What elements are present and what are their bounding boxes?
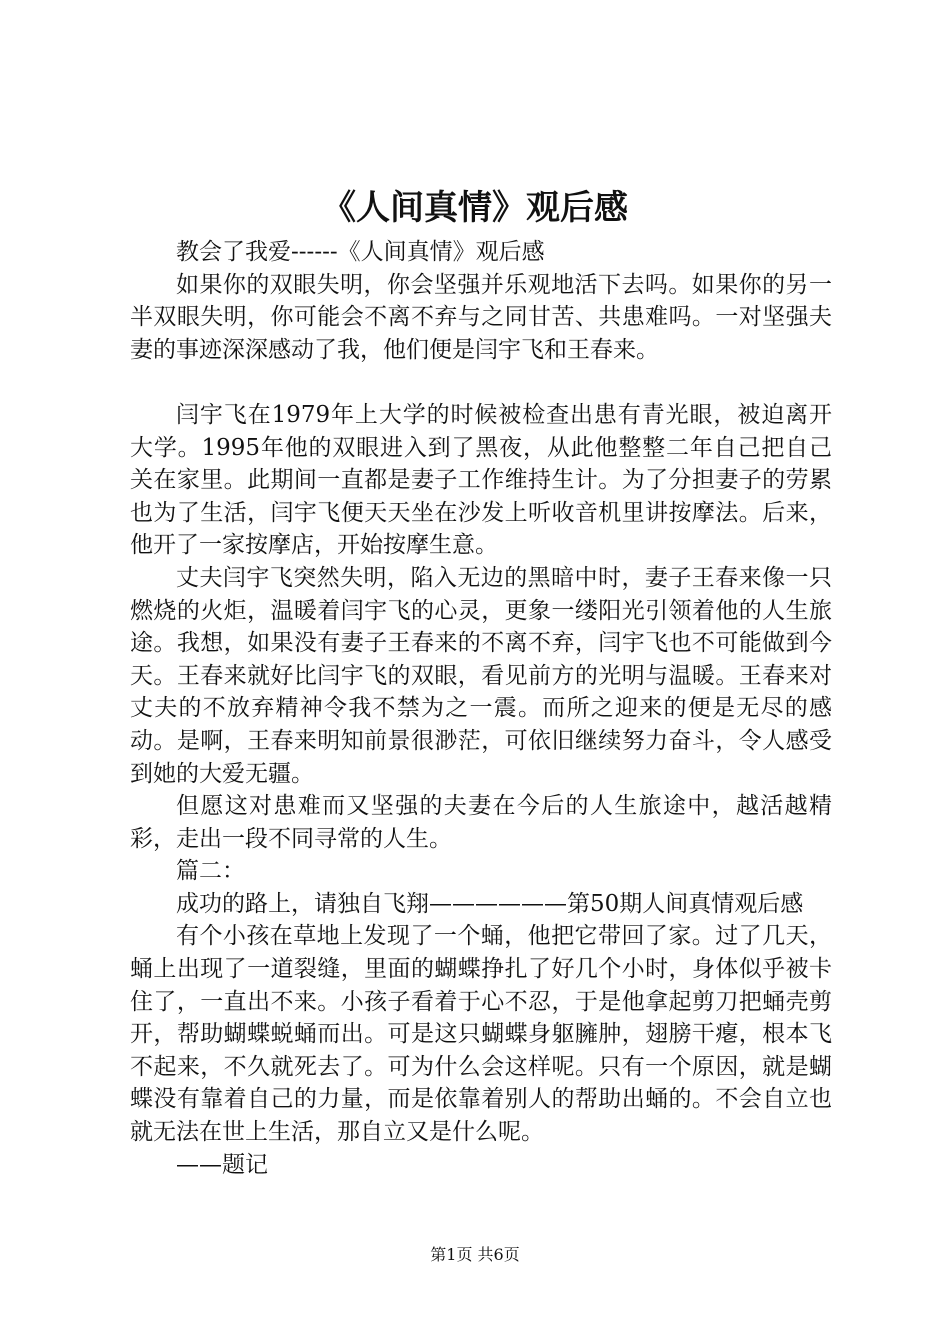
section-heading: 篇二： xyxy=(176,858,245,885)
paragraph: 如果你的双眼失明，你会坚强并乐观地活下去吗。如果你的另一半双眼失明，你可能会不离不弃与之同甘苦、共患难吗。一对坚强夫妻的事迹深深感动了我，他们便是闫宇飞和王春来。 xyxy=(130,271,832,363)
page-footer: 第1页 共6页 xyxy=(430,1245,520,1264)
section-subtitle: 成功的路上，请独自飞翔——————第50期人间真情观后感 xyxy=(176,890,804,917)
paragraph: 丈夫闫宇飞突然失明，陷入无边的黑暗中时，妻子王春来像一只燃烧的火炬，温暖着闫宇飞的心灵，更象一缕阳光引领着他的人生旅途。我想，如果没有妻子王春来的不离不弃，闫宇飞也不可能做到今天。王春来就好比闫宇飞的双眼，看见前方的光明与温暖。王春来对丈夫的不放弃精神令我不禁为之一震。而所之迎来的便是无尽的感动。是啊，王春来明知前景很渺茫，可依旧继续努力奋斗，令人感受到她的大爱无疆。 xyxy=(130,564,832,787)
paragraph-subtitle: 教会了我爱------《人间真情》观后感 xyxy=(176,239,545,265)
epigraph-attribution: ——题记 xyxy=(176,1151,268,1178)
page-title: 《人间真情》观后感 xyxy=(322,188,628,228)
paragraph: 有个小孩在草地上发现了一个蛹，他把它带回了家。过了几天，蛹上出现了一道裂缝，里面的蝴蝶挣扎了好几个小时，身体似乎被卡住了，一直出不来。小孩子看着于心不忍，于是他拿起剪刀把蛹壳剪开，帮助蝴蝶蜕蛹而出。可是这只蝴蝶身躯臃肿，翅膀干瘪，根本飞不起来，不久就死去了。可为什么会这样呢。只有一个原因，就是蝴蝶没有靠着自己的力量，而是依靠着别人的帮助出蛹的。不会自立也就无法在世上生活，那自立又是什么呢。 xyxy=(130,923,832,1146)
paragraph: 闫宇飞在1979年上大学的时候被检查出患有青光眼，被迫离开大学。1995年他的双眼进入到了黑夜，从此他整整二年自己把自己关在家里。此期间一直都是妻子工作维持生计。为了分担妻子的劳累也为了生活，闫宇飞便天天坐在沙发上听收音机里讲按摩法。后来，他开了一家按摩店，开始按摩生意。 xyxy=(130,401,832,559)
blank-line xyxy=(130,366,832,399)
document-body xyxy=(130,236,832,1181)
paragraph: 但愿这对患难而又坚强的夫妻在今后的人生旅途中，越活越精彩，走出一段不同寻常的人生。 xyxy=(130,793,832,852)
